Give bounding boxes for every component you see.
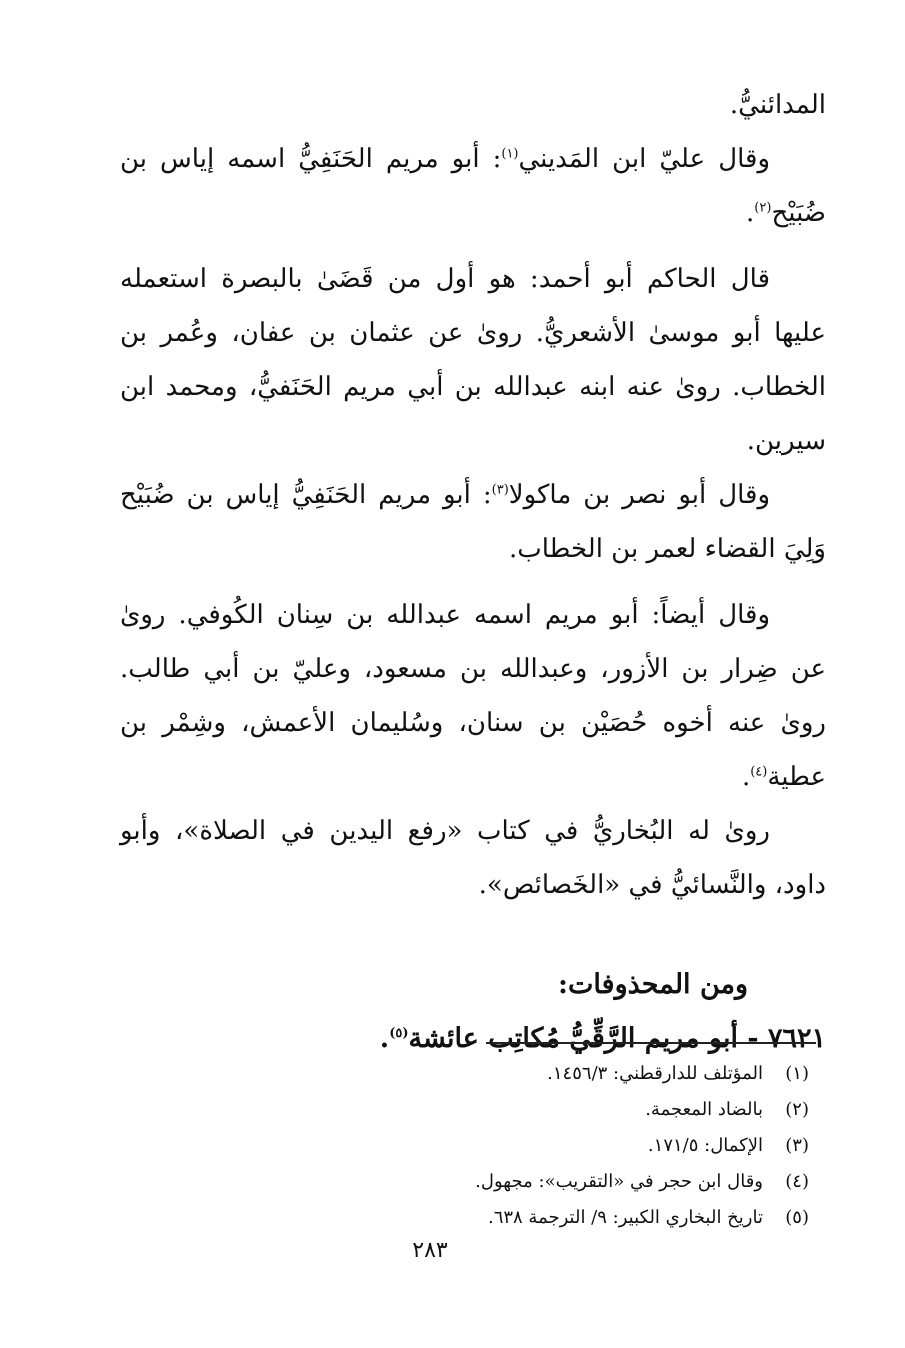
paragraph-line-start: [120, 78, 826, 132]
footnote-number: (٥): [785, 1207, 809, 1228]
footnote-ref-1[interactable]: (١): [501, 146, 519, 162]
footnote-number: (١): [785, 1063, 809, 1084]
deleted-entry-text: ٧٦٢١ - أبو مريم الرَّقِّيُّ مُكاتِب عائشة: [408, 1023, 826, 1054]
main-text: [120, 78, 826, 1066]
deleted-section-title: ومن المحذوفات:: [558, 969, 748, 1000]
footnote-text: وقال ابن حجر في «التقريب»: مجهول.: [475, 1171, 763, 1192]
text-p3-a: وقال أبو نصر بن ماكولا: [508, 480, 770, 510]
footnote-ref-4[interactable]: (٤): [750, 764, 768, 780]
text-line-start: المدائنيُّ.: [729, 90, 826, 120]
text-p2: قال الحاكم أبو أحمد: هو أول من قَضَىٰ بالبصرة استعمله عليها أبو موسىٰ الأشعريُّ. روىٰ عن عثمان بن عفان، وعُمر بن الخطاب. روىٰ عنه ابنه عبدالله بن أبي مريم الحَنَفيُّ، ومحمد ابن سيرين.: [120, 264, 826, 456]
paragraph-5: [120, 804, 826, 912]
footnote-text: تاريخ البخاري الكبير: ٩/ الترجمة ٦٣٨.: [487, 1207, 763, 1228]
text-p4-a: وقال أيضاً: أبو مريم اسمه عبدالله بن سِنان الكُوفي. روىٰ عن ضِرار بن الأزور، وعبدالله بن مسعود، وعليّ بن أبي طالب. روىٰ عنه أخوه حُصَيْن بن سنان، وسُليمان الأعمش، وشِمْر بن عطية: [120, 600, 826, 792]
footnote-3: [369, 1128, 809, 1164]
text-p4-b: .: [741, 762, 751, 792]
text-p1-a: وقال عليّ ابن المَديني: [518, 144, 770, 174]
footnote-text: بالضاد المعجمة.: [645, 1099, 763, 1120]
footnote-text: الإكمال: ١٧١/٥.: [647, 1135, 763, 1156]
footnote-number: (٢): [785, 1099, 809, 1120]
footnote-ref-5[interactable]: (٥): [389, 1026, 409, 1041]
footnote-number: (٤): [785, 1171, 809, 1192]
text-p1-b: : أبو مريم الحَنَفِيُّ اسمه إياس بن ضُبَيْح: [120, 144, 826, 228]
footnotes: [369, 1056, 809, 1236]
page-number: ٢٨٣: [412, 1238, 448, 1263]
footnote-number: (٣): [785, 1135, 809, 1156]
footnote-ref-2[interactable]: (٢): [754, 200, 772, 216]
footnote-text: المؤتلف للدارقطني: ١٤٥٦/٣.: [547, 1063, 763, 1084]
footnote-divider: [486, 1042, 816, 1044]
footnote-5: [369, 1200, 809, 1236]
deleted-entry-end: .: [379, 1023, 390, 1054]
paragraph-2: [120, 252, 826, 468]
footnote-4: [369, 1164, 809, 1200]
footnote-ref-3[interactable]: (٣): [491, 482, 509, 498]
paragraph-1: [120, 132, 826, 240]
paragraph-3: [120, 468, 826, 576]
text-p3-b: : أبو مريم الحَنَفِيُّ إياس بن ضُبَيْح وَلِيَ القضاء لعمر بن الخطاب.: [120, 480, 826, 564]
text-p1-c: .: [746, 198, 755, 228]
footnote-2: [369, 1092, 809, 1128]
paragraph-4: [120, 588, 826, 804]
text-p5: روىٰ له البُخاريُّ في كتاب «رفع اليدين في الصلاة»، وأبو داود، والنَّسائيُّ في «الخَصائص».: [120, 816, 826, 900]
footnote-1: [369, 1056, 809, 1092]
